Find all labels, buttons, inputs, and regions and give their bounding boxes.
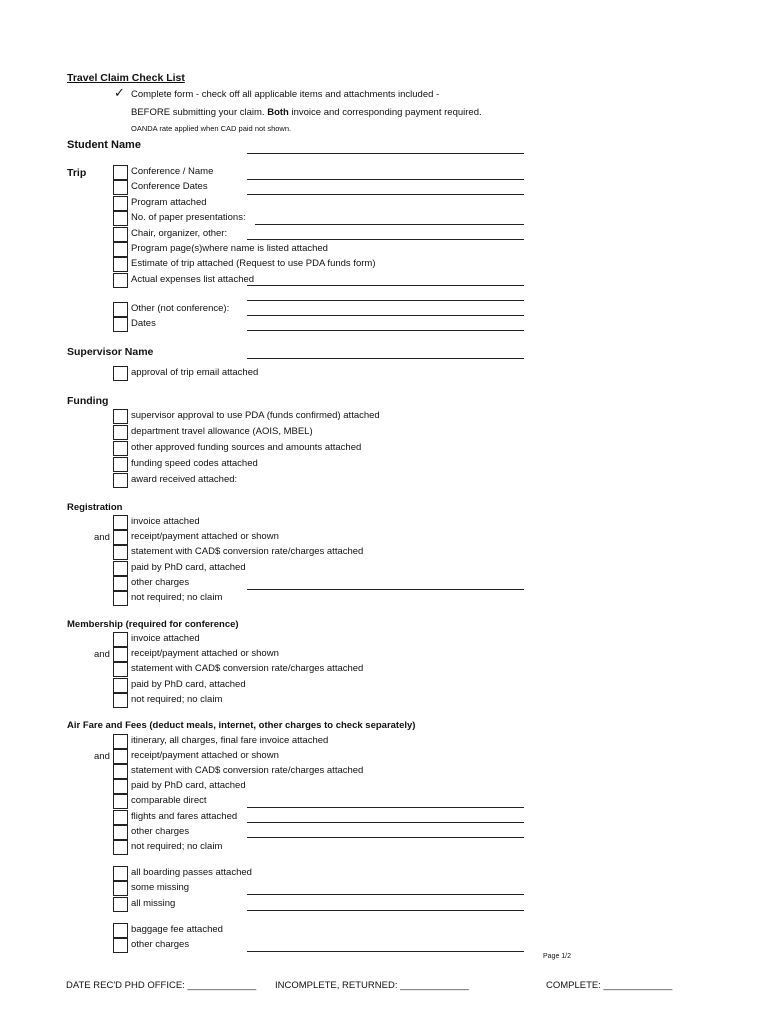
checklist-item-label: all boarding passes attached [131,867,252,878]
checkbox[interactable] [113,317,128,332]
checklist-item-label: not required; no claim [131,693,223,705]
checkbox[interactable] [113,165,128,180]
checkbox[interactable] [113,180,128,195]
checklist-item-label: itinerary, all charges, final fare invoice attached [131,735,329,746]
checkbox[interactable] [113,938,128,953]
complete-field: COMPLETE: _____________ [546,980,673,991]
checkbox[interactable] [113,473,128,488]
checklist-item-label: Actual expenses list attached [131,273,255,285]
checkbox[interactable] [113,409,128,424]
checkbox[interactable] [113,923,128,938]
checkbox[interactable] [113,794,128,809]
checklist-item-label: other charges [131,825,190,837]
checkbox[interactable] [113,576,128,591]
checklist-item-label: not required; no claim [131,840,223,852]
checklist-item-label: paid by PhD card, attached [131,780,246,792]
page-number: Page 1/2 [543,953,572,960]
conference-dates-input-line[interactable] [247,194,524,195]
checkbox[interactable] [113,840,128,855]
checklist-item-label: award received attached: [131,473,238,485]
checklist-item-label: receipt/payment attached or shown [131,750,279,762]
checkbox[interactable] [113,196,128,211]
checklist-item-label: department travel allowance (AOIS, MBEL) [131,425,313,437]
checklist-item-label: flights and fares attached [131,810,238,822]
checklist-item-label: statement with CAD$ conversion rate/charges attached [131,546,364,558]
instruction-line-3: OANDA rate applied when CAD paid not shown. [131,124,292,133]
checkbox[interactable] [113,366,128,381]
checkbox[interactable] [113,211,128,226]
checklist-item-label: other approved funding sources and amounts attached [131,441,362,453]
incomplete-returned-field: INCOMPLETE, RETURNED: _____________ [275,980,469,991]
checkbox[interactable] [113,825,128,840]
checkbox[interactable] [113,257,128,272]
boarding-some-missing-input-line[interactable] [247,894,524,895]
instruction-line-2: BEFORE submitting your claim. Both invoice and corresponding payment required. [131,107,482,118]
checkbox[interactable] [113,881,128,896]
checkbox[interactable] [113,457,128,472]
paper-presentations-input-line[interactable] [255,224,524,225]
checkbox[interactable] [113,591,128,606]
actual-expenses-input-line[interactable] [247,285,524,286]
chair-organizer-input-line[interactable] [247,239,524,240]
checklist-item-label: Estimate of trip attached (Request to use PDA funds form) [131,258,376,270]
checklist-item-label: paid by PhD card, attached [131,678,246,690]
baggage-other-charges-input-line[interactable] [247,951,524,952]
flights-fares-input-line[interactable] [247,822,524,823]
checklist-item-label: Conference / Name [131,166,214,177]
membership-heading: Membership (required for conference) [67,619,239,630]
checkbox[interactable] [113,273,128,288]
checkbox[interactable] [113,632,128,647]
airfare-other-charges-input-line[interactable] [247,837,524,838]
checklist-item-label: Program page(s)where name is listed attached [131,243,328,254]
checkbox[interactable] [113,779,128,794]
date-received-field: DATE REC'D PHD OFFICE: _____________ [66,980,257,991]
checklist-item-label: comparable direct [131,795,207,807]
checkbox[interactable] [113,734,128,749]
checkbox[interactable] [113,425,128,440]
checkbox[interactable] [113,662,128,677]
checkbox[interactable] [113,242,128,257]
checkbox[interactable] [113,866,128,881]
checklist-item-label: statement with CAD$ conversion rate/charges attached [131,765,364,777]
checklist-item-label: statement with CAD$ conversion rate/charges attached [131,663,364,675]
checklist-item-label: not required; no claim [131,592,223,603]
checklist-item-label: Other (not conference): [131,303,230,314]
checkbox[interactable] [113,441,128,456]
checklist-item-label: other charges [131,576,190,588]
checklist-item-label: invoice attached [131,633,200,644]
checklist-item-label: funding speed codes attached [131,457,258,469]
supervisor-name-heading: Supervisor Name [67,346,154,358]
checkbox[interactable] [113,227,128,242]
checkbox[interactable] [113,545,128,560]
checkmark-icon: ✓ [114,85,125,100]
checklist-item-label: invoice attached [131,516,200,527]
supervisor-name-input-line[interactable] [247,358,524,359]
comparable-direct-input-line[interactable] [247,807,524,808]
checkbox[interactable] [113,561,128,576]
trip-heading: Trip [67,167,87,179]
checklist-item-label: some missing [131,882,190,894]
other-dates-input-line[interactable] [247,330,524,331]
form-title: Travel Claim Check List [67,72,185,84]
student-name-heading: Student Name [67,139,141,151]
checkbox[interactable] [113,678,128,693]
boarding-all-missing-input-line[interactable] [247,910,524,911]
checklist-item-label: Chair, organizer, other: [131,227,228,239]
instruction-line-1: Complete form - check off all applicable items and attachments included - [131,89,440,100]
registration-other-charges-input-line[interactable] [247,589,524,590]
checklist-item-label: Dates [131,318,156,330]
checkbox[interactable] [113,749,128,764]
checkbox[interactable] [113,810,128,825]
checklist-item-label: approval of trip email attached [131,367,259,378]
checklist-item-label: all missing [131,897,176,909]
and-label: and [94,532,110,543]
airfare-heading: Air Fare and Fees (deduct meals, internet, other charges to check separately) [67,720,416,731]
checkbox[interactable] [113,897,128,912]
and-label: and [94,751,110,762]
checklist-item-label: Conference Dates [131,181,208,193]
checklist-item-label: receipt/payment attached or shown [131,648,279,660]
checkbox[interactable] [113,530,128,545]
conference-name-input-line[interactable] [247,179,524,180]
and-label: and [94,649,110,660]
checkbox[interactable] [113,693,128,708]
checkbox[interactable] [113,515,128,530]
checklist-item-label: No. of paper presentations: [131,212,246,224]
checklist-item-label: paid by PhD card, attached [131,561,246,573]
trip-extra-input-line[interactable] [247,300,524,301]
checkbox[interactable] [113,764,128,779]
registration-heading: Registration [67,502,123,513]
checklist-item-label: Program attached [131,196,207,208]
checklist-item-label: other charges [131,939,190,951]
student-name-input-line[interactable] [247,153,524,154]
checklist-item-label: supervisor approval to use PDA (funds confirmed) attached [131,410,380,421]
other-conference-input-line[interactable] [247,315,524,316]
checklist-item-label: baggage fee attached [131,924,223,935]
checkbox[interactable] [113,647,128,662]
funding-heading: Funding [67,395,109,407]
checklist-item-label: receipt/payment attached or shown [131,531,279,543]
checkbox[interactable] [113,302,128,317]
